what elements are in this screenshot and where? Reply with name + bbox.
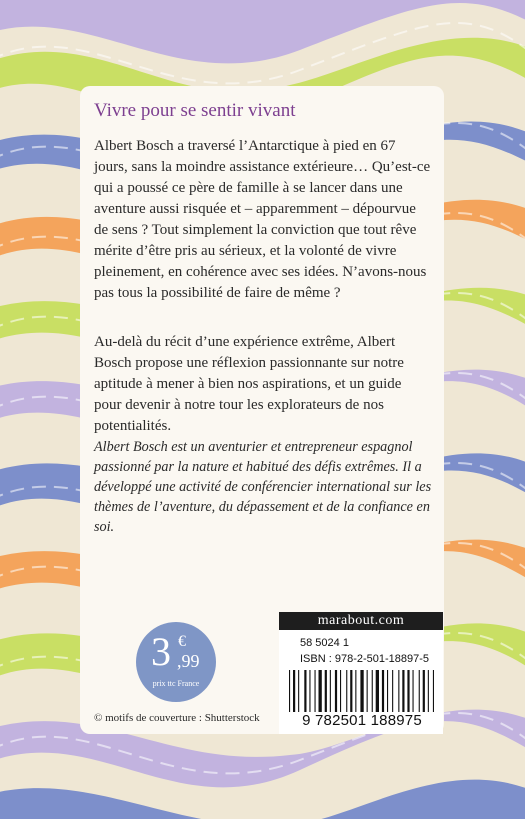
price-euros: 3 xyxy=(151,629,171,674)
price-currency: € xyxy=(178,633,186,650)
image-credit: © motifs de couverture : Shutterstock xyxy=(94,712,260,724)
barcode-image xyxy=(287,670,437,712)
price-cents: ,99 xyxy=(177,651,200,671)
barcode-panel xyxy=(279,630,443,734)
author-bio: Albert Bosch est un aventurier et entrepreneur espagnol passionné par la nature et habitué des défis extrêmes. Il a développé une activité de conférencier international sur les thèmes de l’aventure, du dépassement et de la confiance en soi. xyxy=(94,439,432,535)
ean-number: 9 782501 188975 xyxy=(302,712,422,729)
price-note: prix ttc France xyxy=(152,679,200,688)
reference-code: 58 5024 1 xyxy=(300,637,349,649)
isbn-code: ISBN : 978-2-501-18897-5 xyxy=(300,653,430,665)
price-badge xyxy=(136,622,216,702)
summary-paragraph-1: Albert Bosch a traversé l’Antarctique à pied en 67 jours, sans la moindre assistance extérieure… Qu’est-ce qui a poussé ce père de famille à se lancer dans une aventure aussi risquée et – apparemment – dépourvue de sens ? Tout simplement la conviction que tout rêve mérite d’être pris au sérieux, et la volonté de vivre pleinement, en cohérence avec ses idées. N’avons-nous pas tous la possibilité de faire de même ? xyxy=(94,138,431,301)
publisher-website: marabout.com xyxy=(279,612,443,630)
summary-paragraph-2: Au-delà du récit d’une expérience extrême, Albert Bosch propose une réflexion passionnante sur notre aptitude à mener à bien nos aspirations, et un guide pour devenir à notre tour les explorateurs de nos potentialités. xyxy=(94,334,404,434)
book-tagline: Vivre pour se sentir vivant xyxy=(94,100,296,121)
back-cover-text-panel xyxy=(80,86,444,734)
